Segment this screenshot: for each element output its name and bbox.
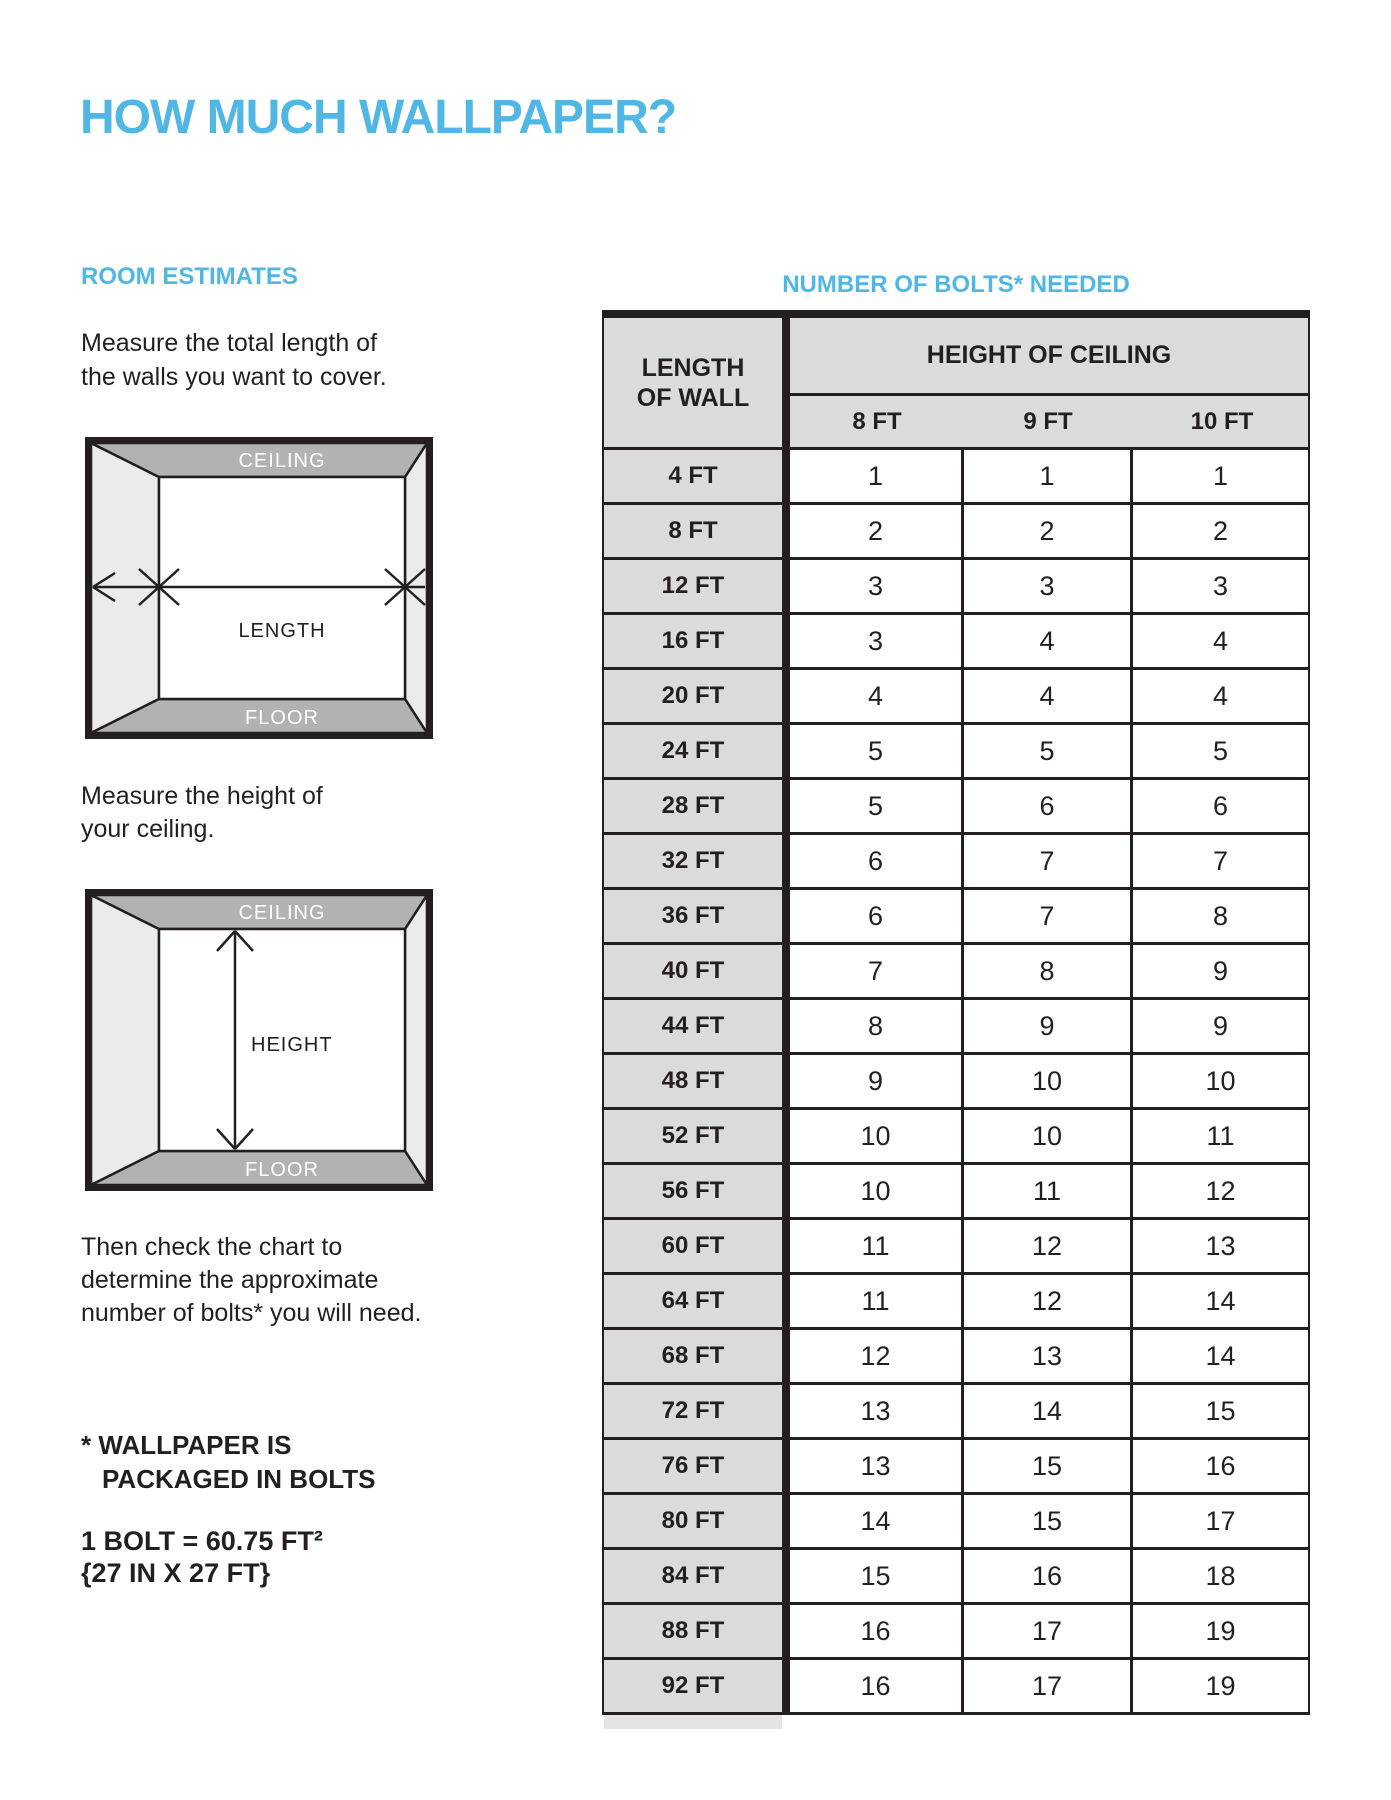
table-row <box>602 1550 1310 1605</box>
table-footer-strip <box>604 1715 782 1729</box>
table-row <box>602 1275 1310 1330</box>
height-label: HEIGHT <box>251 1034 333 1056</box>
bolts-value-cell: 9 <box>964 1000 1133 1055</box>
instruction-line: the walls you want to cover. <box>81 363 387 391</box>
bolts-value-cell: 19 <box>1133 1605 1310 1660</box>
bolts-value-cell: 3 <box>964 560 1133 615</box>
wall-length-cell: 48 FT <box>602 1055 782 1110</box>
bolts-value-cell: 6 <box>1133 780 1310 835</box>
ceiling-label: CEILING <box>238 450 326 472</box>
bolts-value-cell: 16 <box>790 1660 964 1715</box>
bolts-value-cell: 14 <box>1133 1330 1310 1385</box>
bolts-value-cell: 10 <box>964 1110 1133 1165</box>
table-row <box>602 560 1310 615</box>
length-of-wall-header: LENGTH OF WALL <box>602 318 782 447</box>
floor-label: FLOOR <box>245 707 319 729</box>
footnote-line: PACKAGED IN BOLTS <box>102 1464 376 1494</box>
room-estimates-heading: ROOM ESTIMATES <box>81 263 298 290</box>
bolts-value-cell: 10 <box>964 1055 1133 1110</box>
instruction-check-chart <box>81 1231 421 1330</box>
wall-length-cell: 88 FT <box>602 1605 782 1660</box>
table-row <box>602 505 1310 560</box>
wall-length-cell: 56 FT <box>602 1165 782 1220</box>
table-row <box>602 1000 1310 1055</box>
table-row <box>602 1495 1310 1550</box>
table-row <box>602 1165 1310 1220</box>
bolts-value-cell: 3 <box>790 615 964 670</box>
length-label: LENGTH <box>238 620 326 642</box>
instruction-line: Then check the chart to <box>81 1233 343 1261</box>
bolts-table-heading: NUMBER OF BOLTS* NEEDED <box>782 271 1130 298</box>
wall-length-cell: 32 FT <box>602 835 782 890</box>
bolts-value-cell: 15 <box>1133 1385 1310 1440</box>
table-row <box>602 1440 1310 1495</box>
bolts-value-cell: 8 <box>1133 890 1310 945</box>
bolts-value-cell: 19 <box>1133 1660 1310 1715</box>
bolts-value-cell: 11 <box>790 1220 964 1275</box>
height-of-ceiling-header: HEIGHT OF CEILING <box>790 318 1310 393</box>
floor-label: FLOOR <box>245 1159 319 1181</box>
table-top-border <box>602 310 1310 318</box>
instruction-line: determine the approximate <box>81 1266 379 1294</box>
bolts-value-cell: 5 <box>964 725 1133 780</box>
wall-length-cell: 12 FT <box>602 560 782 615</box>
instruction-line: your ceiling. <box>81 815 215 843</box>
table-row <box>602 1220 1310 1275</box>
bolt-spec <box>81 1525 323 1589</box>
instruction-measure-height <box>81 780 323 846</box>
bolts-value-cell: 9 <box>1133 945 1310 1000</box>
wall-length-cell: 72 FT <box>602 1385 782 1440</box>
ceiling-label: CEILING <box>238 902 326 924</box>
wall-length-cell: 80 FT <box>602 1495 782 1550</box>
table-row <box>602 1330 1310 1385</box>
bolts-value-cell: 7 <box>1133 835 1310 890</box>
bolts-value-cell: 1 <box>790 450 964 505</box>
bolts-value-cell: 5 <box>790 725 964 780</box>
ceiling-height-column-header: 8 FT <box>852 408 902 435</box>
table-body <box>602 450 1310 1715</box>
table-row <box>602 835 1310 890</box>
wall-length-cell: 4 FT <box>602 450 782 505</box>
table-row <box>602 615 1310 670</box>
wall-length-cell: 36 FT <box>602 890 782 945</box>
table-row <box>602 780 1310 835</box>
bolts-value-cell: 6 <box>964 780 1133 835</box>
bolts-value-cell: 16 <box>790 1605 964 1660</box>
bolts-value-cell: 14 <box>790 1495 964 1550</box>
table-row <box>602 945 1310 1000</box>
column-divider <box>782 318 790 1715</box>
bolts-value-cell: 18 <box>1133 1550 1310 1605</box>
wall-length-cell: 76 FT <box>602 1440 782 1495</box>
bolts-value-cell: 2 <box>964 505 1133 560</box>
instruction-line: number of bolts* you will need. <box>81 1299 422 1327</box>
room-length-diagram <box>85 437 433 739</box>
wall-length-cell: 64 FT <box>602 1275 782 1330</box>
bolts-value-cell: 15 <box>790 1550 964 1605</box>
table-row <box>602 1385 1310 1440</box>
bolts-value-cell: 7 <box>964 890 1133 945</box>
wall-length-cell: 24 FT <box>602 725 782 780</box>
table-row <box>602 725 1310 780</box>
bolts-value-cell: 2 <box>1133 505 1310 560</box>
bolts-value-cell: 3 <box>790 560 964 615</box>
wall-length-cell: 28 FT <box>602 780 782 835</box>
bolts-value-cell: 1 <box>1133 450 1310 505</box>
bolts-value-cell: 6 <box>790 835 964 890</box>
bolts-value-cell: 10 <box>1133 1055 1310 1110</box>
instruction-measure-length <box>81 326 387 394</box>
bolt-spec-line: 1 BOLT = 60.75 FT² <box>81 1526 323 1556</box>
footnote-line: * WALLPAPER IS <box>81 1430 292 1460</box>
bolts-value-cell: 12 <box>964 1220 1133 1275</box>
bolts-value-cell: 11 <box>1133 1110 1310 1165</box>
bolts-value-cell: 15 <box>964 1440 1133 1495</box>
ceiling-height-column-header: 9 FT <box>1023 408 1073 435</box>
bolts-value-cell: 16 <box>1133 1440 1310 1495</box>
bolts-value-cell: 4 <box>1133 670 1310 725</box>
bolts-value-cell: 13 <box>790 1385 964 1440</box>
left-wall <box>91 895 159 1185</box>
bolts-value-cell: 5 <box>790 780 964 835</box>
wall-length-cell: 52 FT <box>602 1110 782 1165</box>
bolt-footnote <box>81 1428 375 1496</box>
wall-length-cell: 68 FT <box>602 1330 782 1385</box>
bolts-value-cell: 10 <box>790 1165 964 1220</box>
wall-length-cell: 44 FT <box>602 1000 782 1055</box>
bolts-value-cell: 17 <box>964 1660 1133 1715</box>
wall-length-cell: 84 FT <box>602 1550 782 1605</box>
bolts-value-cell: 3 <box>1133 560 1310 615</box>
table-row <box>602 1660 1310 1715</box>
wall-length-cell: 40 FT <box>602 945 782 1000</box>
page-title: HOW MUCH WALLPAPER? <box>80 91 677 144</box>
bolts-value-cell: 4 <box>1133 615 1310 670</box>
bolts-value-cell: 14 <box>1133 1275 1310 1330</box>
bolts-value-cell: 11 <box>964 1165 1133 1220</box>
bolts-value-cell: 9 <box>1133 1000 1310 1055</box>
bolts-value-cell: 13 <box>964 1330 1133 1385</box>
bolts-value-cell: 6 <box>790 890 964 945</box>
bolts-value-cell: 1 <box>964 450 1133 505</box>
bolts-value-cell: 9 <box>790 1055 964 1110</box>
bolts-value-cell: 7 <box>790 945 964 1000</box>
bolts-value-cell: 4 <box>964 615 1133 670</box>
bolts-value-cell: 4 <box>790 670 964 725</box>
instruction-line: Measure the height of <box>81 782 323 810</box>
wall-length-cell: 16 FT <box>602 615 782 670</box>
bolts-value-cell: 8 <box>790 1000 964 1055</box>
bolts-value-cell: 10 <box>790 1110 964 1165</box>
table-row <box>602 670 1310 725</box>
table-row <box>602 1055 1310 1110</box>
bolts-value-cell: 17 <box>964 1605 1133 1660</box>
bolts-value-cell: 5 <box>1133 725 1310 780</box>
wall-length-cell: 92 FT <box>602 1660 782 1715</box>
bolts-value-cell: 15 <box>964 1495 1133 1550</box>
bolts-value-cell: 12 <box>790 1330 964 1385</box>
bolts-value-cell: 7 <box>964 835 1133 890</box>
table-row <box>602 1605 1310 1660</box>
bolts-value-cell: 11 <box>790 1275 964 1330</box>
bolts-value-cell: 12 <box>964 1275 1133 1330</box>
bolts-value-cell: 13 <box>790 1440 964 1495</box>
table-row <box>602 890 1310 945</box>
instruction-line: Measure the total length of <box>81 329 378 357</box>
ceiling-height-subheader <box>790 396 1310 447</box>
bolts-value-cell: 2 <box>790 505 964 560</box>
bolts-value-cell: 4 <box>964 670 1133 725</box>
table-row <box>602 450 1310 505</box>
table-row <box>602 1110 1310 1165</box>
bolts-value-cell: 16 <box>964 1550 1133 1605</box>
bolts-value-cell: 13 <box>1133 1220 1310 1275</box>
wall-length-cell: 60 FT <box>602 1220 782 1275</box>
bolts-value-cell: 8 <box>964 945 1133 1000</box>
bolts-value-cell: 12 <box>1133 1165 1310 1220</box>
right-wall <box>405 895 427 1185</box>
ceiling-height-column-header: 10 FT <box>1190 408 1254 435</box>
wall-length-cell: 8 FT <box>602 505 782 560</box>
bolts-value-cell: 17 <box>1133 1495 1310 1550</box>
room-height-diagram <box>85 889 433 1191</box>
bolts-table <box>602 310 1310 1730</box>
wall-length-cell: 20 FT <box>602 670 782 725</box>
bolt-spec-line: {27 IN X 27 FT} <box>81 1558 271 1588</box>
bolts-value-cell: 14 <box>964 1385 1133 1440</box>
